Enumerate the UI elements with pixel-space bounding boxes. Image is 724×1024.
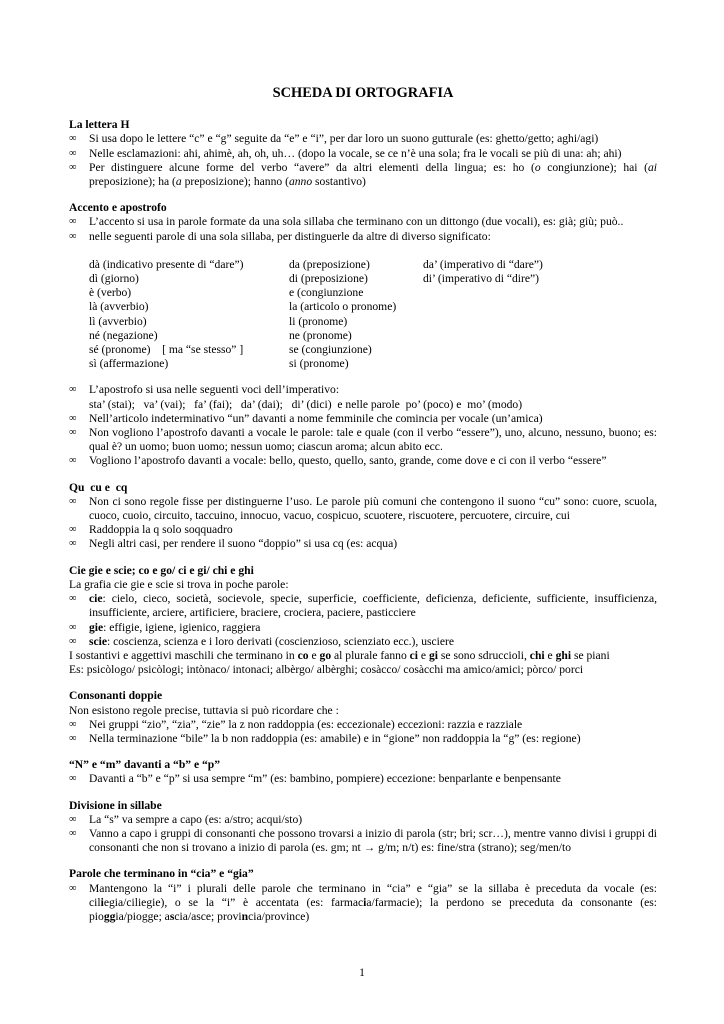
arrow-right-icon: → (363, 841, 376, 855)
paragraph: Non esistono regole precise, tuttavia si può ricordare che : (69, 703, 339, 717)
list-item: ∞ scie: coscienza, scienza e i loro derivati (coscienzioso, scienziato ecc.), usciere (69, 635, 657, 649)
list-item: ∞ Non ci sono regole fisse per distinguerne l’uso. Le parole più comuni che contengono il suono “cu” sono: cuore, scuola, cuoco, cuoio, circuito, taccuino, innocuo, vacuo, cospicuo, scuotere, riscuotere, percuotere, circuire, cui (69, 495, 657, 523)
section-heading-qu: Qu cu e cq (69, 480, 128, 494)
list-item: ∞ Nell’articolo indeterminativo “un” davanti a nome femminile che comincia per vocale (un’amica) (69, 412, 657, 426)
section-heading-cia-gia: Parole che terminano in “cia” e “gia” (69, 867, 254, 881)
list-item: ∞ Raddoppia la q solo soqquadro (69, 523, 657, 537)
list-item: ∞ gie: effigie, igiene, igienico, raggiera (69, 621, 657, 635)
list-item: ∞ Vanno a capo i gruppi di consonanti che possono trovarsi a inizio di parola (str; bri; scr…), mentre vanno divisi i gruppi di consonanti che non si trovano a inizio di parola (es. gm; nt → g/m; n/t) es: fine/stra (strano); seg/men/to (69, 827, 657, 855)
list-item: ∞ Nelle esclamazioni: ahi, ahimè, ah, oh, uh… (dopo la vocale, se ce n’è una sola; fra le vocali se più di una: ah; ahi) (69, 147, 657, 161)
list-item: ∞ Si usa dopo le lettere “c” e “g” seguite da “e” e “i”, per dar loro un suono gutturale (es: ghetto/getto; aghi/agi) (69, 132, 657, 146)
list-item: ∞ La “s” va sempre a capo (es: a/stro; acqui/sto) (69, 813, 657, 827)
section-heading-h: La lettera H (69, 118, 130, 132)
list-item: ∞ Vogliono l’apostrofo davanti a vocale: bello, questo, quello, santo, grande, come dove e ci con il verbo “essere” (69, 454, 657, 468)
table-row: sì (affermazione) si (pronome) (89, 357, 349, 371)
list-item: ∞ Nei gruppi “zio”, “zia”, “zie” la z non raddoppia (es: eccezionale) eccezioni: razzia e razziale (69, 718, 657, 732)
list-item: ∞ Nella terminazione “bile” la b non raddoppia (es: amabile) e in “gione” non raddoppia la “g” (es: regione) (69, 732, 657, 746)
document-page (69, 86, 657, 924)
paragraph: I sostantivi e aggettivi maschili che terminano in co e go al plurale fanno ci e gi se sono sdruccioli, chi e ghi se piani (69, 648, 610, 662)
list-item: ∞ Negli altri casi, per rendere il suono “doppio” si usa cq (es: acqua) (69, 537, 657, 551)
section-heading-cie: Cie gie e scie; co e go/ ci e gi/ chi e ghi (69, 563, 254, 577)
page-number: 1 (359, 966, 365, 979)
section-heading-accento: Accento e apostrofo (69, 201, 167, 215)
table-row: dà (indicativo presente di “dare”) da (preposizione) da’ (imperativo di “dare”) (89, 257, 543, 271)
table-row: è (verbo) e (congiunzione (89, 286, 364, 300)
section-heading-sillabe: Divisione in sillabe (69, 798, 162, 812)
table-row: né (negazione) ne (pronome) (89, 328, 352, 342)
list-item: ∞ cie: cielo, cieco, società, socievole, specie, superficie, coefficiente, deficienza, deficiente, sufficiente, insufficienza, insufficiente, arciere, artificiere, braciere, crociera, paciere, pasticciere (69, 592, 657, 620)
list-item: ∞ L’apostrofo si usa nelle seguenti voci dell’imperativo: sta’ (stai); va’ (vai); fa’ (fai); da’ (dai); di’ (dici) e nelle parole po’ (poco) e mo’ (modo) (69, 383, 657, 411)
list-item: ∞ Per distinguere alcune forme del verbo “avere” da altri elementi della lingua; es: ho (o congiunzione); hai (ai preposizione); ha (a preposizione); hanno (anno sostantivo) (69, 161, 657, 189)
list-item: ∞ Davanti a “b” e “p” si usa sempre “m” (es: bambino, pompiere) eccezione: benparlante e benpensante (69, 772, 657, 786)
table-row: là (avverbio) la (articolo o pronome) (89, 300, 397, 314)
list-item: ∞ nelle seguenti parole di una sola sillaba, per distinguerle da altre di diverso significato: (69, 230, 657, 244)
list-item: ∞ L’accento si usa in parole formate da una sola sillaba che terminano con un dittongo (due vocali), es: già; giù; può.. (69, 215, 657, 229)
accent-table (89, 258, 657, 372)
list-item: ∞ Mantengono la “i” i plurali delle parole che terminano in “cia” e “gia” se la sillaba è preceduta da vocale (es: ciliegia/ciliegie), o se la “i” è accentata (es: farmacia/farmacie); la perdono se preceduta da consonante (es: pioggia/piogge; ascia/asce; provincia/province) (69, 882, 657, 925)
table-row: dì (giorno) di (preposizione) di’ (imperativo di “dire”) (89, 272, 539, 286)
section-heading-doppie: Consonanti doppie (69, 689, 163, 703)
list-item: ∞ Non vogliono l’apostrofo davanti a vocale le parole: tale e quale (con il verbo “essere”), uno, alcuno, nessuno, buono; es: qual è? un uomo; buon uomo; nessun uomo; ciascun aroma; alcun abito ecc. (69, 426, 657, 454)
table-row: lì (avverbio) li (pronome) (89, 314, 348, 328)
paragraph: Es: psicòlogo/ psicòlogi; intònaco/ intonaci; albèrgo/ albèrghi; cosàcco/ cosàcchi ma amico/amici; pòrco/ porci (69, 663, 584, 677)
table-row: sé (pronome) [ ma “se stesso” ] se (congiunzione) (89, 343, 372, 357)
section-heading-nm: “N” e “m” davanti a “b” e “p” (69, 758, 221, 772)
paragraph: La grafia cie gie e scie si trova in poche parole: (69, 577, 289, 591)
page-title: SCHEDA DI ORTOGRAFIA (272, 85, 454, 101)
